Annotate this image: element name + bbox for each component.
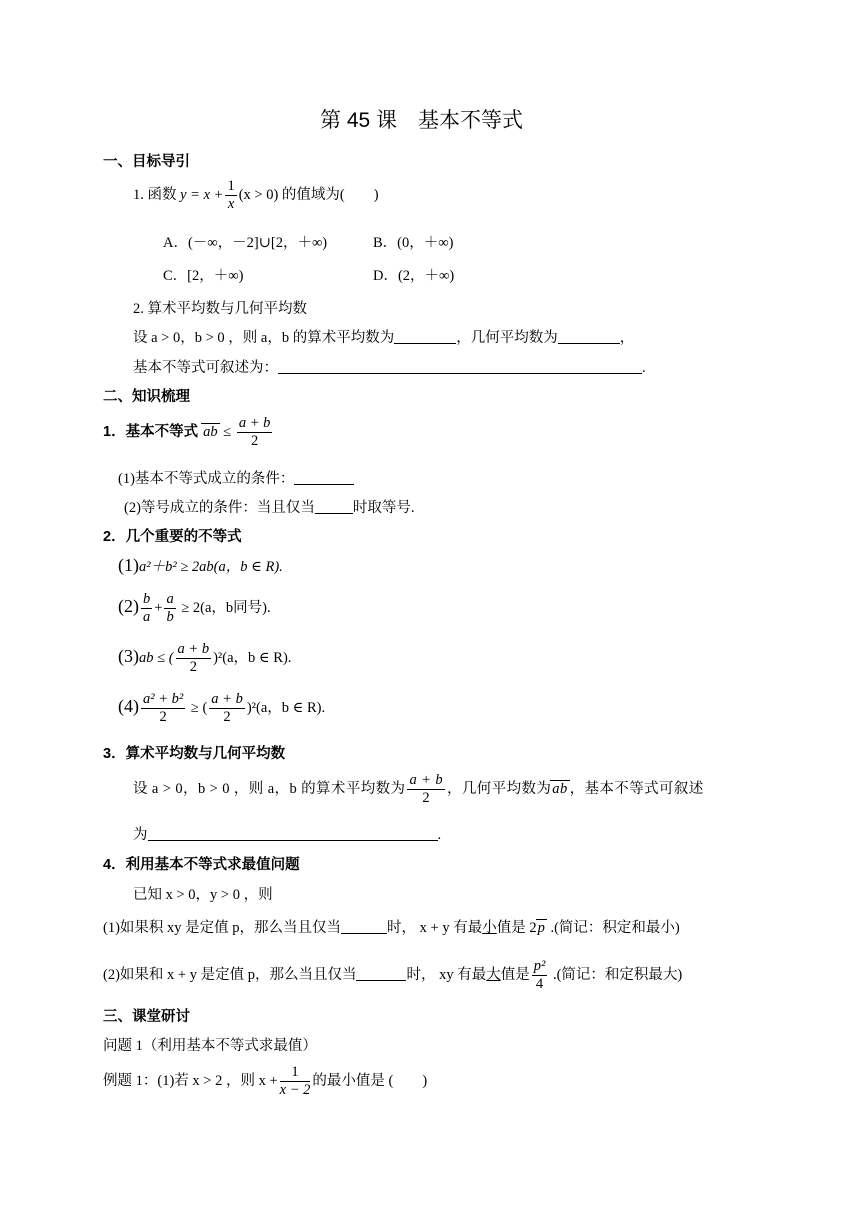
inequality-3: (3)ab ≤ ( $\frac{a + b}{2}$ )²(a，b ∈ R). [118, 641, 292, 675]
option-d: D．(2，＋∞) [373, 268, 455, 284]
example-1: 例题 1：(1)若 x > 2 ，则 x + $\frac{1}{x - 2}$ 的最小值是 ( ) [103, 1064, 428, 1098]
answer-blank[interactable] [394, 328, 456, 344]
answer-blank[interactable] [356, 965, 406, 981]
inequality-4: (4) $\frac{\text{a² + b²}}{2}$ ≥ ( $\frac{a + b}{2}$ )²(a，b ∈ R). [118, 691, 326, 725]
problem-1: 问题 1（利用基本不等式求最值） [103, 1038, 317, 1054]
fraction-a-plus-b-over-2: $\frac{a + b}{2}$ [238, 415, 271, 449]
topic-3-text-cont: 为 . [133, 827, 442, 843]
topic-1: 1．基本不等式 ab ≤ $\frac{a + b}{2}$ [103, 415, 271, 449]
question-2-line1: 设 a > 0，b > 0 ，则 a，b 的算术平均数为 ，几何平均数为 ， [133, 330, 635, 346]
answer-blank[interactable] [294, 469, 354, 485]
question-2-title: 2. 算术平均数与几何平均数 [133, 301, 307, 317]
section-heading-2: 二、知识梳理 [103, 389, 190, 405]
topic-4: 4．利用基本不等式求最值问题 [103, 857, 300, 873]
sqrt-ab: ab [203, 423, 218, 440]
rule-1: (1)如果积 xy 是定值 p，那么当且仅当 时， x + y 有最小值是 2p .(简记：积定和最小) [103, 920, 680, 936]
rule-2: (2)如果和 x + y 是定值 p，那么当且仅当 时， xy 有最大值是 $\frac{\text{p²}}{4}$ .(简记：和定积最大) [103, 958, 683, 992]
inequality-2: (2) $\frac{b}{a}$ + $\frac{a}{b}$ ≥ 2(a，b同号). [118, 591, 271, 625]
answer-blank[interactable] [148, 825, 438, 841]
question-1: 1. 函数 y = x + $\frac{1}{x}$ (x > 0) 的值域为( ) [133, 178, 379, 212]
option-c: C．[2，＋∞) [163, 268, 244, 284]
page-title: 第 45 课 基本不等式 [320, 109, 524, 132]
topic-2: 2．几个重要的不等式 [103, 529, 242, 545]
condition-1: (1)基本不等式成立的条件： [118, 467, 354, 488]
section-heading-3: 三、课堂研讨 [103, 1009, 190, 1025]
answer-blank[interactable] [558, 328, 620, 344]
answer-blank[interactable] [278, 358, 642, 374]
sqrt-ab: ab [552, 780, 568, 797]
option-b: B．(0，＋∞) [373, 235, 454, 251]
answer-blank[interactable] [315, 498, 353, 514]
answer-blank[interactable] [341, 918, 387, 934]
section-heading-1: 一、目标导引 [103, 154, 190, 170]
fraction-1-over-x: $\frac{1}{x}$ [227, 178, 235, 212]
topic-3-text: 设 a > 0，b > 0 ，则 a，b 的算术平均数为 $\frac{a + b}{2}$ ，几何平均数为ab ，基本不等式可叙述 [133, 772, 704, 806]
topic-3: 3．算术平均数与几何平均数 [103, 746, 286, 762]
inequality-1: (1)a²＋b² ≥ 2ab(a，b ∈ R). [118, 555, 283, 575]
question-2-line2: 基本不等式可叙述为： . [133, 360, 646, 376]
topic-4-given: 已知 x > 0，y > 0 ，则 [133, 887, 273, 903]
option-a: A．(－∞，－2]∪[2，＋∞) [163, 235, 328, 251]
sqrt-p: p [537, 920, 545, 936]
condition-2: (2)等号成立的条件：当且仅当 时取等号. [124, 500, 415, 516]
